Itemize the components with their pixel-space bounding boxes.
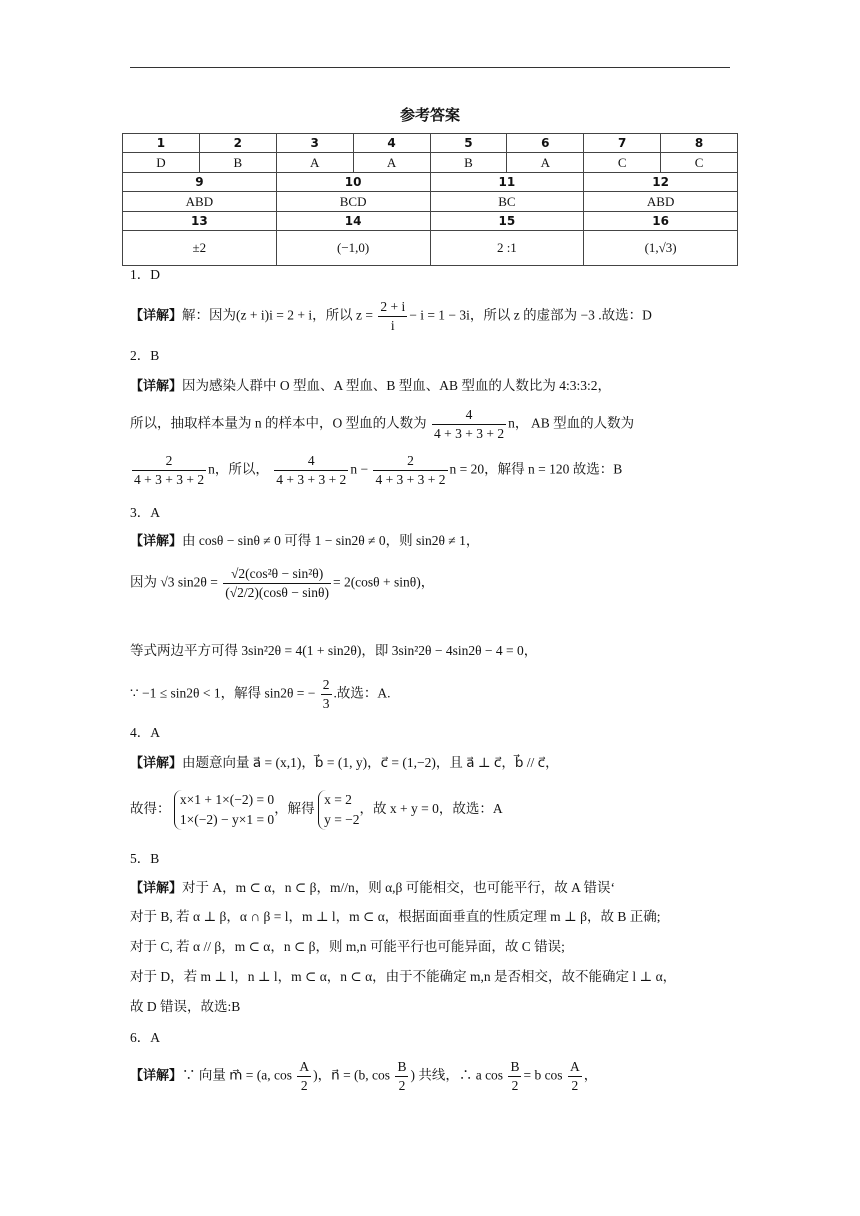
q2-fraction-4 bbox=[373, 452, 447, 489]
table-cell: ABD bbox=[584, 192, 738, 212]
q3-text: ∵ −1 ≤ sin2θ < 1，解得 sin2θ = − bbox=[130, 685, 316, 701]
q2-text: 因为感染人群中 O 型血、A 型血、B 型血、AB 型血的人数比为 4:3:3:2， bbox=[182, 378, 612, 393]
table-cell: A bbox=[276, 153, 353, 173]
q5-line5: 故 D 错误，故选:B bbox=[130, 999, 241, 1014]
q6-text: ∵ 向量 m⃗ = (a, cos bbox=[182, 1067, 293, 1083]
table-cell: 8 bbox=[661, 134, 738, 153]
q5-line4: 对于 D，若 m ⊥ l，n ⊥ l，m ⊂ α，n ⊂ α，由于不能确定 m,n 是否相交，故不能确定 l ⊥ α， bbox=[130, 969, 677, 984]
q5-heading: 5．B bbox=[130, 851, 160, 866]
table-cell: ABD bbox=[123, 192, 277, 212]
q2-text: n − bbox=[350, 461, 369, 477]
table-cell: A bbox=[507, 153, 584, 173]
q2-text: n， AB 型血的人数为 bbox=[508, 415, 635, 431]
equation-system-2 bbox=[318, 790, 359, 830]
table-cell: 10 bbox=[276, 173, 430, 192]
q6-text: )，n⃗ = (b, cos bbox=[313, 1067, 391, 1083]
q3-text: .故选：A. bbox=[333, 685, 391, 701]
page-title: 参考答案 bbox=[399, 106, 460, 124]
q5-line1 bbox=[130, 877, 740, 900]
q4-text: ，故 x + y = 0，故选：A bbox=[359, 801, 503, 817]
q6-text: ， bbox=[583, 1067, 598, 1083]
detail-tag: 【详解】 bbox=[130, 308, 183, 324]
q2-text: 所以，抽取样本量为 n 的样本中，O 型血的人数为 bbox=[130, 415, 427, 431]
q3-fraction bbox=[223, 565, 331, 602]
q4-heading: 4．A bbox=[130, 725, 160, 740]
q2-fraction-2 bbox=[132, 452, 206, 489]
q6-text: ) 共线，∴ a cos bbox=[410, 1067, 504, 1083]
q5-line3: 对于 C, 若 α // β，m ⊂ α，n ⊂ β，则 m,n 可能平行也可能异面，故 C 错误; bbox=[130, 939, 565, 954]
q2-line2 bbox=[130, 406, 740, 443]
detail-tag: 【详解】 bbox=[130, 1068, 183, 1084]
detail-tag: 【详解】 bbox=[130, 534, 183, 549]
denominator: 2 bbox=[511, 1078, 519, 1093]
q4-text: 由题意向量 a⃗ = (x,1)，b⃗ = (1, y)，c⃗ = (1,−2)，且 a⃗ ⊥ c⃗，b⃗ // c⃗， bbox=[182, 755, 559, 770]
table-cell: C bbox=[661, 153, 738, 173]
q2-fraction-1 bbox=[432, 406, 506, 443]
numerator: 2 bbox=[321, 676, 332, 695]
table-cell: 5 bbox=[430, 134, 507, 153]
q4-text: 故得： bbox=[130, 801, 171, 817]
q3-line2 bbox=[130, 565, 740, 602]
q1-text-a: 解：因为(z + i)i = 2 + i，所以 z = bbox=[182, 307, 373, 323]
q6-heading: 6．A bbox=[130, 1030, 160, 1045]
numerator: A bbox=[568, 1058, 582, 1077]
denominator: 4 + 3 + 3 + 2 bbox=[276, 472, 347, 487]
q4-text: ，解得 bbox=[274, 801, 315, 817]
q1-fraction bbox=[378, 298, 407, 335]
q1-detail bbox=[130, 298, 740, 335]
denominator: 4 + 3 + 3 + 2 bbox=[434, 426, 505, 441]
table-row bbox=[123, 231, 738, 266]
table-cell: BC bbox=[430, 192, 584, 212]
table-cell: 12 bbox=[584, 173, 738, 192]
q3-line4 bbox=[130, 676, 740, 713]
table-cell: 15 bbox=[430, 212, 584, 231]
q3-fraction-2 bbox=[321, 676, 332, 713]
q4-line1 bbox=[130, 752, 740, 775]
table-cell: 13 bbox=[123, 212, 277, 231]
denominator: 4 + 3 + 3 + 2 bbox=[375, 472, 446, 487]
q2-line1 bbox=[130, 375, 740, 398]
table-cell: D bbox=[123, 153, 200, 173]
q6-fraction bbox=[568, 1058, 582, 1095]
table-row bbox=[123, 173, 738, 192]
numerator: B bbox=[508, 1058, 521, 1077]
numerator: 4 bbox=[432, 406, 506, 425]
answer-table bbox=[122, 133, 738, 266]
table-cell: B bbox=[199, 153, 276, 173]
equation: y = −2 bbox=[324, 812, 360, 827]
table-cell: 4 bbox=[353, 134, 430, 153]
numerator: 2 bbox=[132, 452, 206, 471]
table-cell: A bbox=[353, 153, 430, 173]
denominator: i bbox=[390, 318, 395, 333]
q6-line1 bbox=[130, 1058, 740, 1095]
numerator: 4 bbox=[274, 452, 348, 471]
header-rule bbox=[130, 67, 730, 68]
q2-heading: 2．B bbox=[130, 348, 160, 363]
detail-tag: 【详解】 bbox=[130, 379, 183, 394]
q6-fraction bbox=[395, 1058, 408, 1095]
q6-fraction bbox=[297, 1058, 311, 1095]
table-cell: 16 bbox=[584, 212, 738, 231]
table-cell: 11 bbox=[430, 173, 584, 192]
numerator: √2(cos²θ − sin²θ) bbox=[223, 565, 331, 584]
denominator: 3 bbox=[322, 696, 330, 711]
denominator: 2 bbox=[398, 1078, 406, 1093]
detail-tag: 【详解】 bbox=[130, 756, 183, 771]
table-cell: 2 bbox=[199, 134, 276, 153]
table-cell: 3 bbox=[276, 134, 353, 153]
table-cell: 9 bbox=[123, 173, 277, 192]
q1-heading: 1．D bbox=[130, 267, 160, 282]
table-cell: 6 bbox=[507, 134, 584, 153]
q2-line3 bbox=[130, 452, 740, 489]
q2-text: n = 20，解得 n = 120 故选：B bbox=[449, 461, 623, 477]
table-cell: 14 bbox=[276, 212, 430, 231]
q5-line2: 对于 B, 若 α ⊥ β，α ∩ β = l，m ⊥ l，m ⊂ α，根据面面垂直的性质定理 m ⊥ β，故 B 正确; bbox=[130, 909, 661, 924]
q6-text: = b cos bbox=[523, 1067, 563, 1083]
q3-text: 因为 √3 sin2θ = bbox=[130, 574, 218, 590]
equation: x×1 + 1×(−2) = 0 bbox=[179, 792, 275, 807]
table-cell: (−1,0) bbox=[276, 231, 430, 266]
q1-text-b: − i = 1 − 3i，所以 z 的虚部为 −3 .故选：D bbox=[409, 307, 652, 323]
q4-line2 bbox=[130, 790, 740, 830]
equation-system-1 bbox=[174, 790, 274, 830]
q2-text: n，所以， bbox=[208, 461, 269, 477]
table-cell: 2 :1 bbox=[430, 231, 584, 266]
equation: 1×(−2) − y×1 = 0 bbox=[179, 812, 275, 827]
table-row bbox=[123, 192, 738, 212]
equation: x = 2 bbox=[324, 792, 352, 807]
numerator: 2 bbox=[373, 452, 447, 471]
denominator: 2 bbox=[571, 1078, 579, 1093]
table-cell: C bbox=[584, 153, 661, 173]
table-cell: ±2 bbox=[123, 231, 277, 266]
denominator: 4 + 3 + 3 + 2 bbox=[134, 472, 205, 487]
q2-fraction-3 bbox=[274, 452, 348, 489]
q5-text: 对于 A，m ⊂ α，n ⊂ β，m//n，则 α,β 可能相交，也可能平行，故 A 错误‘ bbox=[182, 880, 616, 895]
q6-fraction bbox=[508, 1058, 521, 1095]
table-cell: 1 bbox=[123, 134, 200, 153]
denominator: (√2/2)(cosθ − sinθ) bbox=[225, 585, 329, 600]
table-cell: BCD bbox=[276, 192, 430, 212]
table-row bbox=[123, 134, 738, 153]
numerator: B bbox=[395, 1058, 408, 1077]
numerator: A bbox=[297, 1058, 311, 1077]
table-cell: B bbox=[430, 153, 507, 173]
table-cell: 7 bbox=[584, 134, 661, 153]
numerator: 2 + i bbox=[378, 298, 407, 317]
q3-line3: 等式两边平方可得 3sin²2θ = 4(1 + sin2θ)，即 3sin²2θ − 4sin2θ − 4 = 0， bbox=[130, 643, 538, 658]
detail-tag: 【详解】 bbox=[130, 881, 183, 896]
table-row bbox=[123, 212, 738, 231]
q3-text: 由 cosθ − sinθ ≠ 0 可得 1 − sin2θ ≠ 0，则 sin2θ ≠ 1， bbox=[182, 533, 480, 548]
table-cell: (1,√3) bbox=[584, 231, 738, 266]
q3-heading: 3．A bbox=[130, 505, 160, 520]
q3-line1 bbox=[130, 530, 740, 553]
table-row bbox=[123, 153, 738, 173]
denominator: 2 bbox=[300, 1078, 308, 1093]
q3-text: = 2(cosθ + sinθ)， bbox=[332, 574, 435, 590]
